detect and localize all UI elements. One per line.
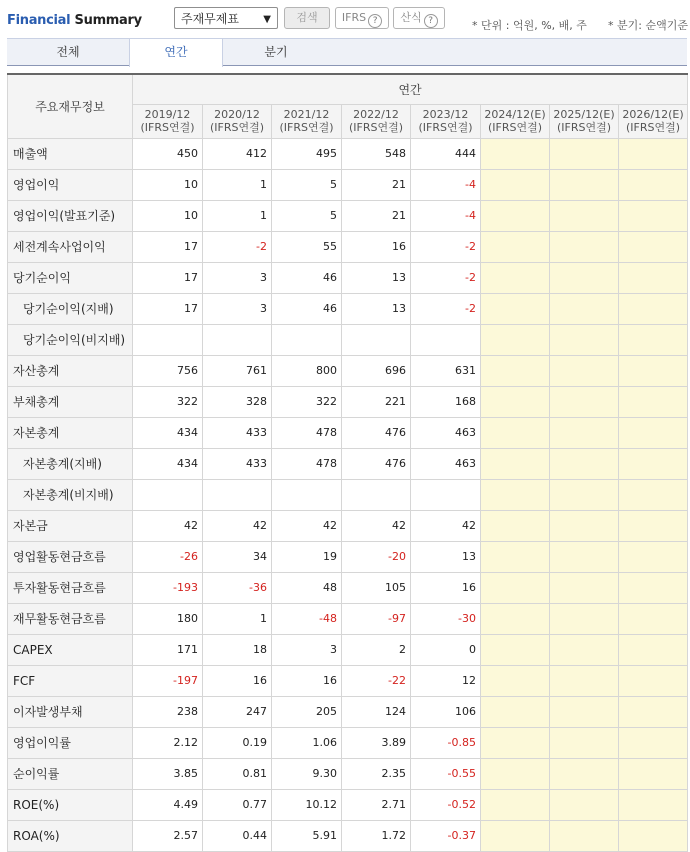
table-cell	[203, 324, 272, 355]
table-cell	[619, 200, 688, 231]
table-cell: 548	[342, 138, 411, 169]
table-cell	[481, 727, 550, 758]
year-label: 2025/12(E)	[553, 108, 615, 121]
table-cell: 5	[272, 169, 342, 200]
table-cell: 105	[342, 572, 411, 603]
table-cell	[619, 293, 688, 324]
table-cell: 495	[272, 138, 342, 169]
table-cell: 205	[272, 696, 342, 727]
table-cell	[619, 820, 688, 851]
ifrs-label: IFRS	[341, 11, 367, 24]
table-cell: 444	[411, 138, 481, 169]
tab-all[interactable]: 전체	[56, 45, 80, 59]
table-cell: 3.85	[133, 758, 203, 789]
table-cell	[481, 231, 550, 262]
table-cell	[550, 572, 619, 603]
chevron-down-icon: ▼	[263, 14, 271, 25]
table-cell	[619, 572, 688, 603]
table-cell	[619, 386, 688, 417]
year-column-header	[481, 104, 550, 138]
row-label: ROA(%)	[8, 820, 133, 851]
year-label: 2026/12(E)	[622, 108, 684, 121]
table-row	[8, 200, 688, 231]
table-cell	[550, 200, 619, 231]
table-cell: 0.19	[203, 727, 272, 758]
year-label: 2020/12	[214, 108, 260, 121]
table-cell	[481, 479, 550, 510]
year-column-header	[619, 104, 688, 138]
row-label: 당기순이익(지배)	[8, 293, 133, 324]
table-cell: 13	[411, 541, 481, 572]
year-label: 2023/12	[422, 108, 469, 121]
table-cell	[550, 634, 619, 665]
table-cell: 2.35	[342, 758, 411, 789]
table-cell: -2	[411, 293, 481, 324]
table-cell: -48	[272, 603, 342, 634]
table-row	[8, 789, 688, 820]
row-label: 자본총계	[8, 417, 133, 448]
table-cell	[550, 231, 619, 262]
table-row	[8, 293, 688, 324]
row-label: CAPEX	[8, 634, 133, 665]
table-cell	[619, 231, 688, 262]
table-cell: 3	[203, 293, 272, 324]
table-cell	[481, 789, 550, 820]
basis-label: (IFRS연결)	[418, 121, 473, 134]
table-cell: 761	[203, 355, 272, 386]
table-cell: 2.57	[133, 820, 203, 851]
table-cell: 696	[342, 355, 411, 386]
table-cell	[481, 324, 550, 355]
table-cell: 433	[203, 448, 272, 479]
row-label: 영업활동현금흐름	[8, 541, 133, 572]
year-column-header	[272, 104, 342, 138]
table-cell: 221	[342, 386, 411, 417]
table-cell	[550, 696, 619, 727]
table-cell	[550, 789, 619, 820]
table-cell: 124	[342, 696, 411, 727]
table-cell: 46	[272, 293, 342, 324]
year-label: 2022/12	[353, 108, 399, 121]
table-cell	[550, 417, 619, 448]
table-cell	[550, 138, 619, 169]
table-cell: -197	[133, 665, 203, 696]
table-cell: 1	[203, 603, 272, 634]
table-cell	[550, 541, 619, 572]
table-cell: 238	[133, 696, 203, 727]
table-cell: 631	[411, 355, 481, 386]
table-cell: 1	[203, 200, 272, 231]
table-cell: 2.71	[342, 789, 411, 820]
table-cell: -193	[133, 572, 203, 603]
table-cell	[481, 758, 550, 789]
period-tabs	[7, 38, 687, 66]
table-cell: 322	[272, 386, 342, 417]
table-cell: 3	[272, 634, 342, 665]
table-cell: 0.44	[203, 820, 272, 851]
table-cell: 10	[133, 200, 203, 231]
row-label: FCF	[8, 665, 133, 696]
table-row	[8, 541, 688, 572]
table-cell: 463	[411, 417, 481, 448]
question-icon: ?	[424, 14, 438, 28]
table-row	[8, 603, 688, 634]
table-cell	[550, 727, 619, 758]
table-cell	[272, 479, 342, 510]
table-cell: 12	[411, 665, 481, 696]
table-cell: 42	[272, 510, 342, 541]
table-cell	[550, 355, 619, 386]
table-cell: 0.77	[203, 789, 272, 820]
row-label: 세전계속사업이익	[8, 231, 133, 262]
table-cell: -0.37	[411, 820, 481, 851]
basis-label: (IFRS연결)	[626, 121, 681, 134]
table-cell: 1.06	[272, 727, 342, 758]
year-column-header	[342, 104, 411, 138]
table-row	[8, 417, 688, 448]
year-column-header	[550, 104, 619, 138]
table-row	[8, 355, 688, 386]
table-cell: 478	[272, 417, 342, 448]
table-row	[8, 727, 688, 758]
page-title-part1: Financial	[7, 13, 71, 28]
table-cell: 478	[272, 448, 342, 479]
table-cell	[619, 789, 688, 820]
table-cell: 16	[203, 665, 272, 696]
table-cell	[550, 479, 619, 510]
table-cell: 3	[203, 262, 272, 293]
table-cell: 476	[342, 417, 411, 448]
table-cell: 17	[133, 293, 203, 324]
table-cell	[619, 696, 688, 727]
table-cell	[550, 324, 619, 355]
table-cell: -2	[411, 231, 481, 262]
table-cell	[481, 541, 550, 572]
table-cell	[481, 169, 550, 200]
table-cell: -4	[411, 200, 481, 231]
table-cell: -26	[133, 541, 203, 572]
table-cell	[619, 510, 688, 541]
table-row	[8, 758, 688, 789]
row-label: 이자발생부채	[8, 696, 133, 727]
table-cell	[550, 386, 619, 417]
table-row	[8, 572, 688, 603]
basis-label: (IFRS연결)	[556, 121, 612, 134]
row-label: 당기순이익	[8, 262, 133, 293]
row-label: 자본총계(지배)	[8, 448, 133, 479]
table-cell	[550, 448, 619, 479]
table-cell: 42	[411, 510, 481, 541]
table-cell: 168	[411, 386, 481, 417]
table-cell: 10	[133, 169, 203, 200]
table-cell	[481, 634, 550, 665]
basis-label: (IFRS연결)	[279, 121, 334, 134]
ifrs-help-button[interactable]	[335, 7, 389, 29]
table-cell	[481, 603, 550, 634]
table-cell: 19	[272, 541, 342, 572]
table-cell: 412	[203, 138, 272, 169]
table-cell: 42	[342, 510, 411, 541]
table-cell: 434	[133, 417, 203, 448]
table-cell: 10.12	[272, 789, 342, 820]
table-cell	[133, 324, 203, 355]
table-row	[8, 634, 688, 665]
table-cell: 5	[272, 200, 342, 231]
table-cell	[619, 262, 688, 293]
table-cell	[203, 479, 272, 510]
table-cell	[481, 572, 550, 603]
table-cell	[619, 634, 688, 665]
table-cell: 0.81	[203, 758, 272, 789]
table-cell: 1	[203, 169, 272, 200]
table-cell: 18	[203, 634, 272, 665]
table-row	[8, 696, 688, 727]
table-cell	[411, 479, 481, 510]
table-row	[8, 665, 688, 696]
table-row	[8, 138, 688, 169]
table-cell	[619, 138, 688, 169]
table-cell: 4.49	[133, 789, 203, 820]
table-cell: 328	[203, 386, 272, 417]
table-cell: 1.72	[342, 820, 411, 851]
table-cell: 171	[133, 634, 203, 665]
table-cell: 42	[133, 510, 203, 541]
basis-label: (IFRS연결)	[348, 121, 404, 134]
table-cell	[619, 603, 688, 634]
page-title-part2: Summary	[74, 13, 142, 28]
table-cell	[481, 665, 550, 696]
table-cell: 2.12	[133, 727, 203, 758]
table-cell	[619, 355, 688, 386]
year-label: 2024/12(E)	[484, 108, 546, 121]
table-cell: 17	[133, 231, 203, 262]
table-cell: 21	[342, 169, 411, 200]
year-column-header	[203, 104, 272, 138]
table-cell	[619, 665, 688, 696]
table-cell: -20	[342, 541, 411, 572]
table-cell	[481, 200, 550, 231]
row-label: 순이익률	[8, 758, 133, 789]
table-cell: -0.85	[411, 727, 481, 758]
table-cell	[619, 541, 688, 572]
table-cell	[619, 479, 688, 510]
year-label: 2021/12	[283, 108, 330, 121]
table-cell: -0.55	[411, 758, 481, 789]
table-cell: 3.89	[342, 727, 411, 758]
row-label: ROE(%)	[8, 789, 133, 820]
table-cell	[550, 603, 619, 634]
table-cell: 34	[203, 541, 272, 572]
table-cell	[481, 138, 550, 169]
table-cell	[342, 479, 411, 510]
table-cell: 463	[411, 448, 481, 479]
basis-label: (IFRS연결)	[487, 121, 543, 134]
table-cell	[481, 386, 550, 417]
row-label: 영업이익률	[8, 727, 133, 758]
table-cell	[619, 324, 688, 355]
table-cell	[619, 448, 688, 479]
table-cell	[619, 417, 688, 448]
table-cell: 450	[133, 138, 203, 169]
table-cell: 55	[272, 231, 342, 262]
statement-type-value: 주재무제표	[181, 12, 239, 26]
table-cell	[550, 293, 619, 324]
table-cell: -30	[411, 603, 481, 634]
table-row	[8, 231, 688, 262]
row-label: 자산총계	[8, 355, 133, 386]
table-cell: 13	[342, 262, 411, 293]
table-cell: 180	[133, 603, 203, 634]
table-row	[8, 510, 688, 541]
table-cell	[272, 324, 342, 355]
table-cell: -36	[203, 572, 272, 603]
search-button[interactable]: 검색	[284, 7, 330, 29]
table-cell	[481, 448, 550, 479]
table-cell: 16	[411, 572, 481, 603]
toolbar	[0, 0, 690, 38]
table-cell: 433	[203, 417, 272, 448]
table-row	[8, 169, 688, 200]
basis-label: (IFRS연결)	[140, 121, 195, 134]
table-cell: 476	[342, 448, 411, 479]
table-body	[8, 138, 688, 851]
table-cell	[411, 324, 481, 355]
annual-group-header: 연간	[133, 74, 688, 104]
table-cell	[619, 727, 688, 758]
table-cell: -22	[342, 665, 411, 696]
row-label: 자본금	[8, 510, 133, 541]
table-row	[8, 820, 688, 851]
year-column-header	[411, 104, 481, 138]
table-cell	[481, 355, 550, 386]
formula-label: 산식	[400, 11, 422, 24]
financial-summary-table	[7, 73, 688, 852]
table-cell: 21	[342, 200, 411, 231]
formula-help-button[interactable]	[393, 7, 445, 29]
table-cell: 434	[133, 448, 203, 479]
question-icon: ?	[368, 14, 382, 28]
table-cell	[481, 293, 550, 324]
row-label: 당기순이익(비지배)	[8, 324, 133, 355]
table-cell	[133, 479, 203, 510]
table-row	[8, 386, 688, 417]
table-cell	[550, 820, 619, 851]
tab-quarter[interactable]: 분기	[264, 45, 288, 59]
table-cell: 322	[133, 386, 203, 417]
table-cell: 2	[342, 634, 411, 665]
table-cell	[481, 696, 550, 727]
table-cell	[481, 820, 550, 851]
table-cell: -0.52	[411, 789, 481, 820]
table-cell	[481, 510, 550, 541]
row-label: 투자활동현금흐름	[8, 572, 133, 603]
table-cell: 9.30	[272, 758, 342, 789]
table-row	[8, 324, 688, 355]
table-cell	[550, 758, 619, 789]
table-cell: 756	[133, 355, 203, 386]
unit-note: * 단위 : 억원, %, 배, 주	[472, 19, 587, 32]
statement-type-select[interactable]	[174, 7, 278, 29]
year-column-header	[133, 104, 203, 138]
table-row	[8, 479, 688, 510]
table-cell: 42	[203, 510, 272, 541]
table-cell	[550, 169, 619, 200]
table-cell	[481, 417, 550, 448]
table-cell: 48	[272, 572, 342, 603]
row-label: 자본총계(비지배)	[8, 479, 133, 510]
tab-annual[interactable]: 연간	[129, 39, 223, 67]
table-cell	[550, 510, 619, 541]
table-row	[8, 448, 688, 479]
table-cell: -2	[411, 262, 481, 293]
page-title	[7, 13, 142, 28]
row-label: 영업이익	[8, 169, 133, 200]
row-label: 매출액	[8, 138, 133, 169]
table-cell: 800	[272, 355, 342, 386]
row-header-label: 주요재무정보	[8, 74, 133, 138]
table-cell: 0	[411, 634, 481, 665]
table-cell: 16	[272, 665, 342, 696]
table-row	[8, 262, 688, 293]
row-label: 영업이익(발표기준)	[8, 200, 133, 231]
table-cell: 247	[203, 696, 272, 727]
row-label: 부채총계	[8, 386, 133, 417]
table-cell: 106	[411, 696, 481, 727]
quarter-note: * 분기: 순액기준	[608, 19, 688, 32]
table-cell	[550, 665, 619, 696]
year-label: 2019/12	[144, 108, 191, 121]
table-cell: -4	[411, 169, 481, 200]
table-cell: 16	[342, 231, 411, 262]
table-cell: 5.91	[272, 820, 342, 851]
row-label: 재무활동현금흐름	[8, 603, 133, 634]
table-cell: 46	[272, 262, 342, 293]
table-cell	[619, 758, 688, 789]
table-cell: -97	[342, 603, 411, 634]
table-cell	[481, 262, 550, 293]
table-cell: 17	[133, 262, 203, 293]
table-cell	[619, 169, 688, 200]
table-cell	[550, 262, 619, 293]
table-cell: 13	[342, 293, 411, 324]
basis-label: (IFRS연결)	[209, 121, 265, 134]
table-cell	[342, 324, 411, 355]
table-cell: -2	[203, 231, 272, 262]
